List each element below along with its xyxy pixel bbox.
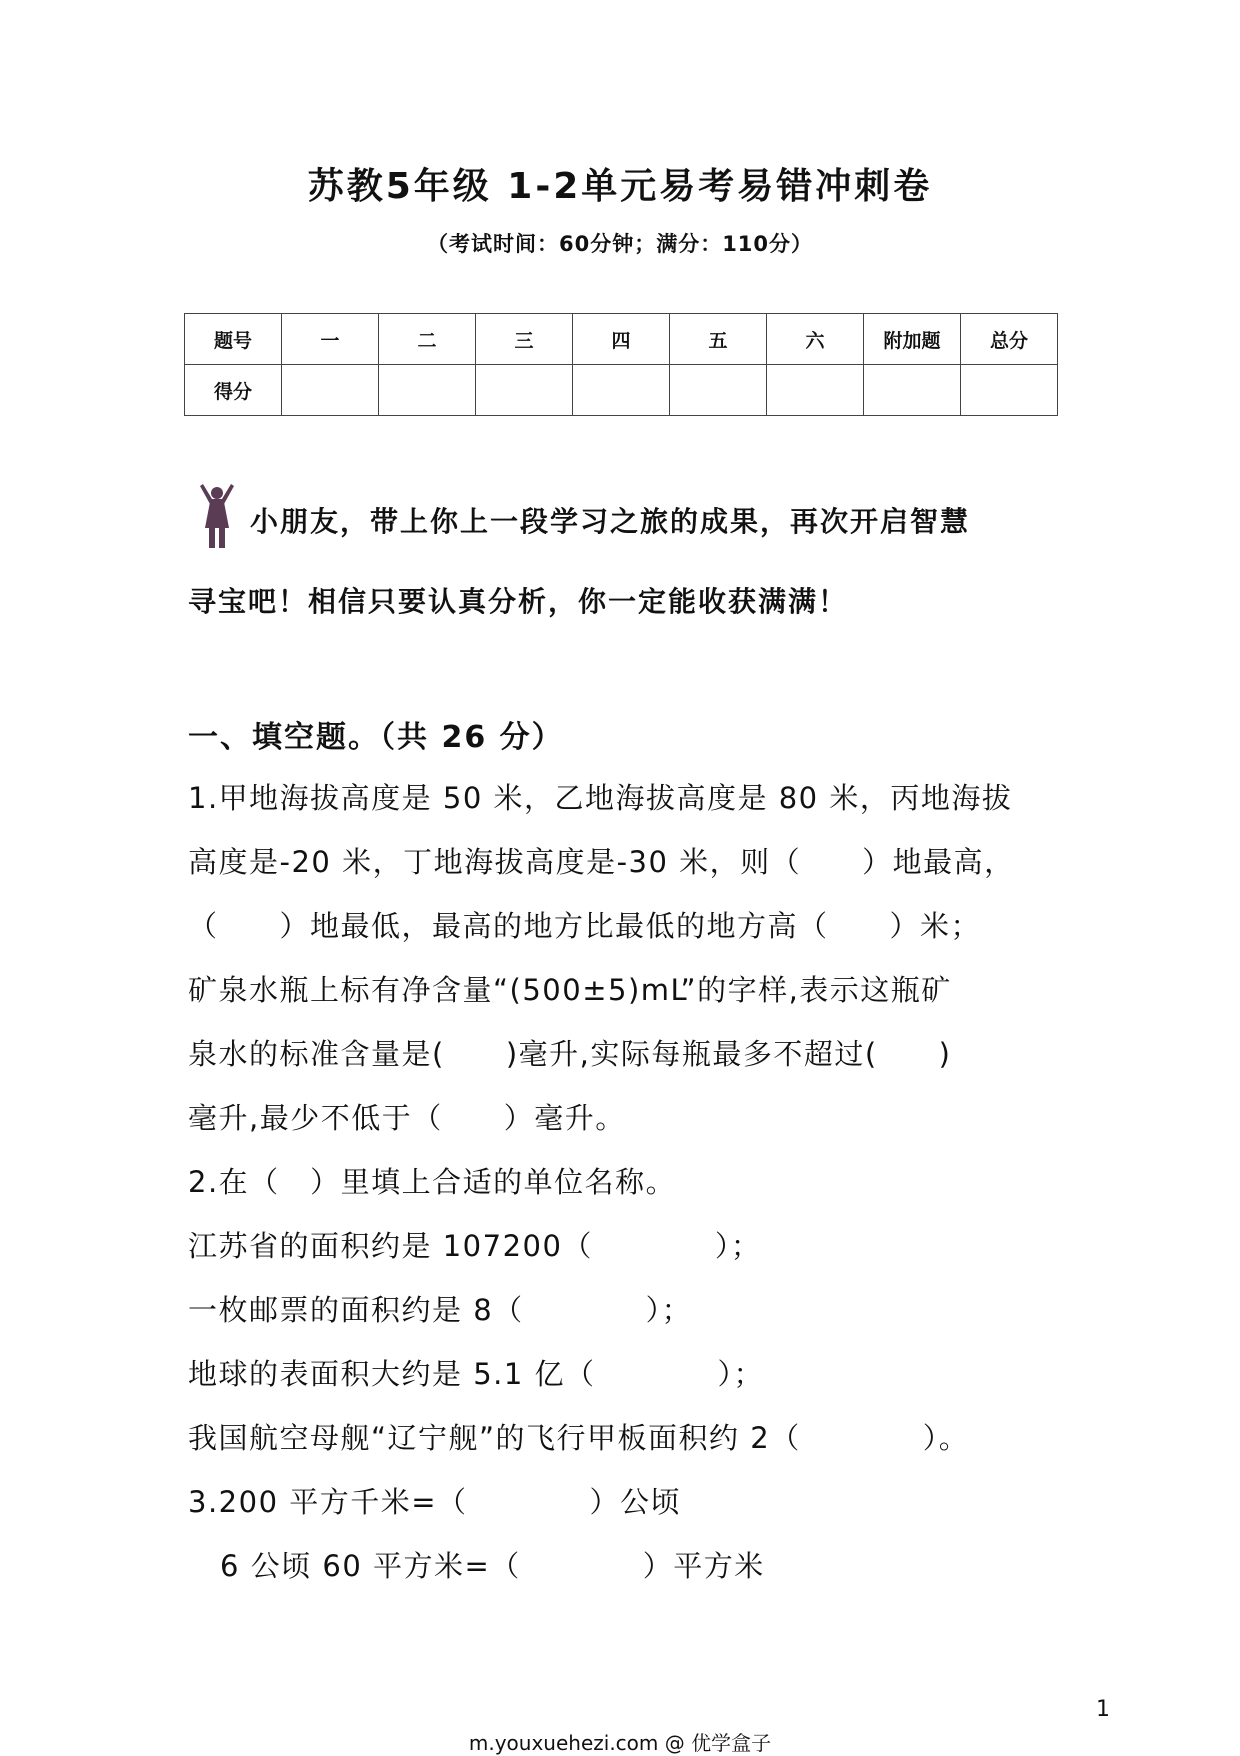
score-cell <box>379 365 476 416</box>
score-table-header-cell: 五 <box>670 314 767 365</box>
exam-info: （考试时间：60分钟；满分：110分） <box>426 232 814 256</box>
score-table-header-cell: 总分 <box>961 314 1058 365</box>
score-table-header-cell: 一 <box>282 314 379 365</box>
section-heading: 一、填空题。（共 26 分） <box>188 720 564 755</box>
score-table-header-cell: 四 <box>573 314 670 365</box>
score-row-label: 得分 <box>185 365 282 416</box>
question-text-line: 毫升,最少不低于（ ）毫升。 <box>188 1101 626 1135</box>
question-text-line: （ ）地最低，最高的地方比最低的地方高（ ）米； <box>188 909 982 943</box>
intro-text-line-2: 寻宝吧！相信只要认真分析，你一定能收获满满！ <box>188 585 849 618</box>
question-text-line: 6 公顷 60 平方米=（ ）平方米 <box>220 1549 765 1583</box>
score-table-header-cell: 六 <box>767 314 864 365</box>
question-text-line: 地球的表面积大约是 5.1 亿（ ）； <box>188 1357 765 1391</box>
score-table-header-row <box>185 314 1058 365</box>
question-text-line: 矿泉水瓶上标有净含量“(500±5)mL”的字样,表示这瓶矿 <box>188 973 952 1007</box>
score-cell <box>864 365 961 416</box>
score-table <box>184 313 1058 416</box>
score-table-header-cell: 三 <box>476 314 573 365</box>
score-cell <box>767 365 864 416</box>
score-table-header-cell: 题号 <box>185 314 282 365</box>
question-text-line: 1.甲地海拔高度是 50 米，乙地海拔高度是 80 米，丙地海拔 <box>188 781 1013 815</box>
score-cell <box>573 365 670 416</box>
question-text-line: 高度是-20 米，丁地海拔高度是-30 米，则（ ）地最高， <box>188 845 1015 879</box>
score-cell <box>670 365 767 416</box>
score-cell <box>961 365 1058 416</box>
footer-watermark: m.youxuehezi.com @ 优学盒子 <box>468 1731 772 1755</box>
page-number: 1 <box>1096 1697 1110 1722</box>
intro-text-line-1: 小朋友，带上你上一段学习之旅的成果，再次开启智慧 <box>250 505 971 538</box>
question-text-line: 泉水的标准含量是( )毫升,实际每瓶最多不超过( ) <box>188 1037 952 1071</box>
question-text-line: 江苏省的面积约是 107200（ ）； <box>188 1229 762 1263</box>
score-cell <box>476 365 573 416</box>
score-table-header-cell: 附加题 <box>864 314 961 365</box>
girl-cheering-icon <box>196 484 238 550</box>
score-table-score-row <box>185 365 1058 416</box>
question-text-line: 一枚邮票的面积约是 8（ ）； <box>188 1293 693 1327</box>
question-text-line: 我国航空母舰“辽宁舰”的飞行甲板面积约 2（ ）。 <box>188 1421 970 1455</box>
question-text-line: 3.200 平方千米=（ ）公顷 <box>188 1485 682 1519</box>
page-title: 苏教5年级 1-2单元易考易错冲刺卷 <box>307 166 933 207</box>
score-cell <box>282 365 379 416</box>
score-table-header-cell: 二 <box>379 314 476 365</box>
question-text-line: 2.在（ ）里填上合适的单位名称。 <box>188 1165 677 1199</box>
